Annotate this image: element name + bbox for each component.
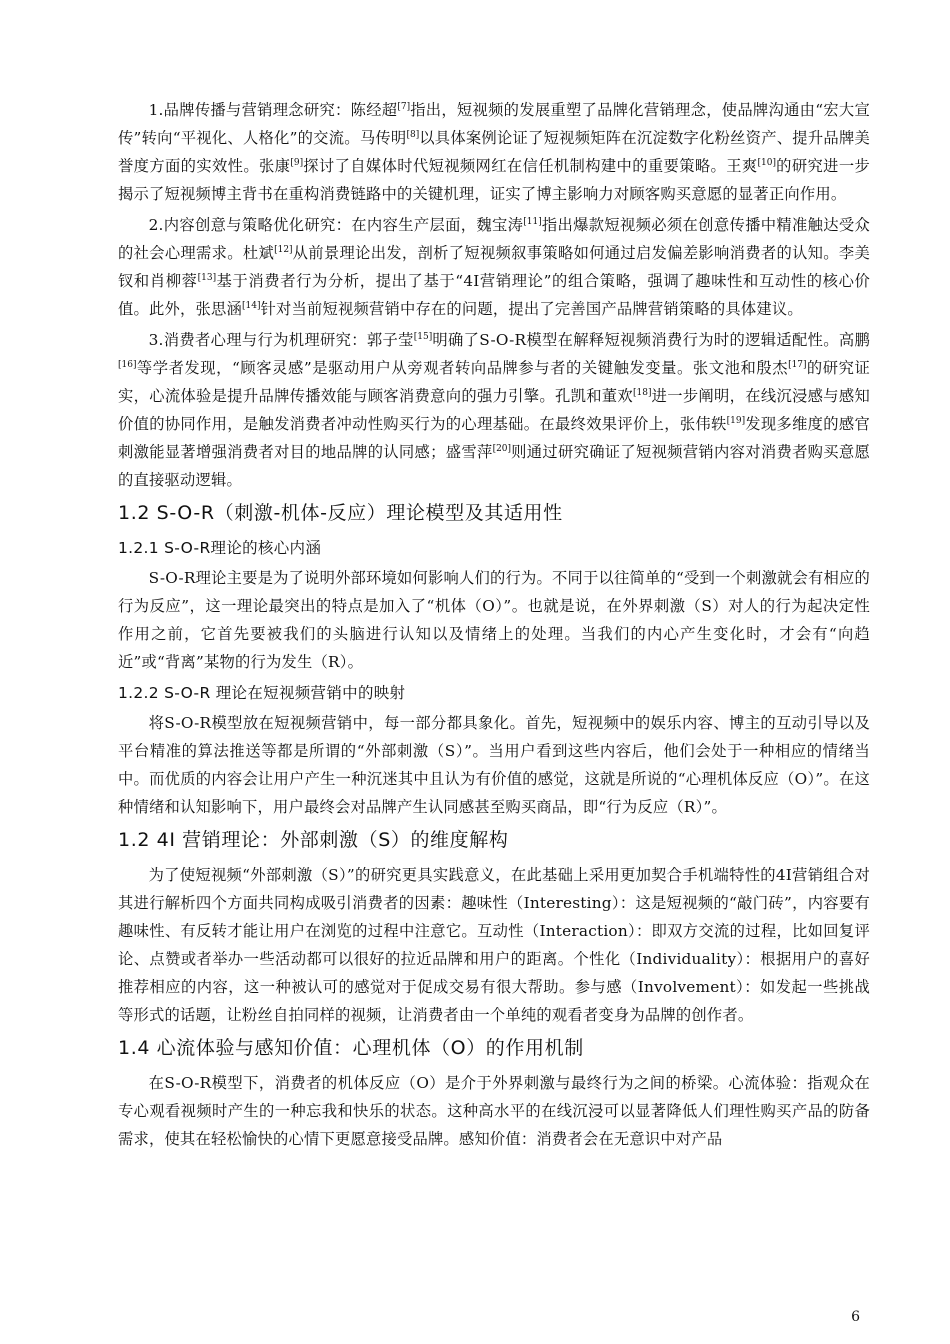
citation-ref: [9] (290, 157, 304, 168)
citation-ref: [18] (633, 387, 652, 398)
citation-ref: [14] (241, 300, 261, 311)
text-run: 以具体案例论证了短视频矩阵在沉淀数字化粉丝资产、提升品牌美誉度方面的实效性。张康 (118, 129, 870, 175)
text-run: 发现多维度的感官刺激能显著增强消费者对目的地品牌的认同感；盛雪萍 (118, 415, 870, 461)
text-run: 的研究进一步揭示了短视频博主背书在重构消费链路中的关键机理，证实了博主影响力对顾客购买意愿的显著正向作用。 (118, 157, 871, 203)
text-run: 进一步阐明，在线沉浸感与感知价值的协同作用，是触发消费者冲动性购买行为的心理基础。在最终效果评价上，张伟轶 (118, 387, 870, 433)
page-number: 6 (851, 1309, 860, 1325)
text-run: 明确了S-O-R模型在解释短视频消费行为时的逻辑适配性。高鹏 (432, 331, 870, 349)
page-body (118, 96, 870, 1156)
text-run: 则通过研究确证了短视频营销内容对消费者购买意愿的直接驱动逻辑。 (118, 443, 870, 489)
heading-sor-mapping: 1.2.2 S-O-R 理论在短视频营销中的映射 (118, 684, 406, 702)
heading-flow-value: 1.4 心流体验与感知价值：心理机体（O）的作用机制 (118, 1037, 584, 1059)
citation-ref: [11] (523, 216, 542, 227)
text-run: 基于消费者行为分析，提出了基于“4I营销理论”的组合策略，强调了趣味性和互动性的核心价值。此外，张思涵 (118, 272, 870, 318)
heading-sor-model: 1.2 S-O-R（刺激-机体-反应）理论模型及其适用性 (118, 502, 563, 524)
paragraph-consumer-psychology (118, 326, 870, 494)
text-run: 等学者发现，“顾客灵感”是驱动用户从旁观者转向品牌参与者的关键触发变量。张文池和殷杰 (136, 359, 789, 377)
text-run: 1.品牌传播与营销理念研究：陈经超 (148, 101, 398, 119)
text-run: 指出爆款短视频必须在创意传播中精准触达受众的社会心理需求。杜斌 (118, 216, 870, 262)
text-run: 从前景理论出发，剖析了短视频叙事策略如何通过启发偏差影响消费者的认知。李美钗和肖柳蓉 (118, 244, 870, 290)
citation-ref: [12] (274, 244, 293, 255)
paragraph-sor-core: S-O-R理论主要是为了说明外部环境如何影响人们的行为。不同于以往简单的“受到一个刺激就会有相应的行为反应”，这一理论最突出的特点是加入了“机体（O）”。也就是说，在外界刺激（S）对人的行为起决定性作用之前，它首先要被我们的头脑进行认知以及情绪上的处理。当我们的内心产生变化时，才会有“向趋近”或“背离”某物的行为发生（R）。 (118, 569, 870, 671)
citation-ref: [13] (197, 272, 217, 283)
text-run: 针对当前短视频营销中存在的问题，提出了完善国产品牌营销策略的具体建议。 (260, 300, 803, 318)
text-run: 2.内容创意与策略优化研究：在内容生产层面，魏宝涛 (148, 216, 524, 234)
paragraph-4i-theory: 为了使短视频“外部刺激（S）”的研究更具实践意义，在此基础上采用更加契合手机端特性的4I营销组合对其进行解析四个方面共同构成吸引消费者的因素：趣味性（Interesting）：这是短视频的“敲门砖”，内容要有趣味性、有反转才能让用户在浏览的过程中注意它。互动性（Interaction）：即双方交流的过程，比如回复评论、点赞或者举办一些活动都可以很好的拉近品牌和用户的距离。个性化（Individuality）：根据用户的喜好推荐相应的内容，这一种被认可的感觉对于促成交易有很大帮助。参与感（Involvement）：如发起一些挑战等形式的话题，让粉丝自拍同样的视频，让消费者由一个单纯的观看者变身为品牌的创作者。 (118, 866, 870, 1024)
heading-4i-theory: 1.2 4I 营销理论：外部刺激（S）的维度解构 (118, 829, 509, 851)
citation-ref: [16] (118, 359, 137, 370)
citation-ref: [20] (492, 443, 512, 454)
citation-ref: [19] (726, 415, 746, 426)
citation-ref: [17] (788, 359, 807, 370)
paragraph-brand-communication (118, 96, 870, 208)
citation-ref: [10] (757, 157, 777, 168)
heading-sor-core: 1.2.1 S-O-R理论的核心内涵 (118, 539, 322, 557)
text-run: 指出，短视频的发展重塑了品牌化营销理念，使品牌沟通由“宏大宣传”转向“平视化、人格化”的交流。马传明 (118, 101, 870, 147)
text-run: 的研究证实，心流体验是提升品牌传播效能与顾客消费意向的强力引擎。孔凯和董欢 (118, 359, 870, 405)
citation-ref: [15] (413, 331, 433, 342)
paragraph-flow-value: 在S-O-R模型下，消费者的机体反应（O）是介于外界刺激与最终行为之间的桥梁。心流体验：指观众在专心观看视频时产生的一种忘我和快乐的状态。这种高水平的在线沉浸可以显著降低人们理性购买产品的防备需求，使其在轻松愉快的心情下更愿意接受品牌。感知价值：消费者会在无意识中对产品 (118, 1074, 870, 1148)
paragraph-content-strategy (118, 211, 870, 323)
text-run: 探讨了自媒体时代短视频网红在信任机制构建中的重要策略。王爽 (303, 157, 758, 175)
paragraph-sor-mapping: 将S-O-R模型放在短视频营销中，每一部分都具象化。首先，短视频中的娱乐内容、博主的互动引导以及平台精准的算法推送等都是所谓的“外部刺激（S）”。当用户看到这些内容后，他们会处于一种相应的情绪当中。而优质的内容会让用户产生一种沉迷其中且认为有价值的感觉，这就是所说的“心理机体反应（O）”。在这种情绪和认知影响下，用户最终会对品牌产生认同感甚至购买商品，即“行为反应（R）”。 (118, 714, 870, 816)
text-run: 3.消费者心理与行为机理研究：郭子莹 (148, 331, 414, 349)
citation-ref: [7] (397, 101, 411, 112)
citation-ref: [8] (406, 129, 420, 140)
